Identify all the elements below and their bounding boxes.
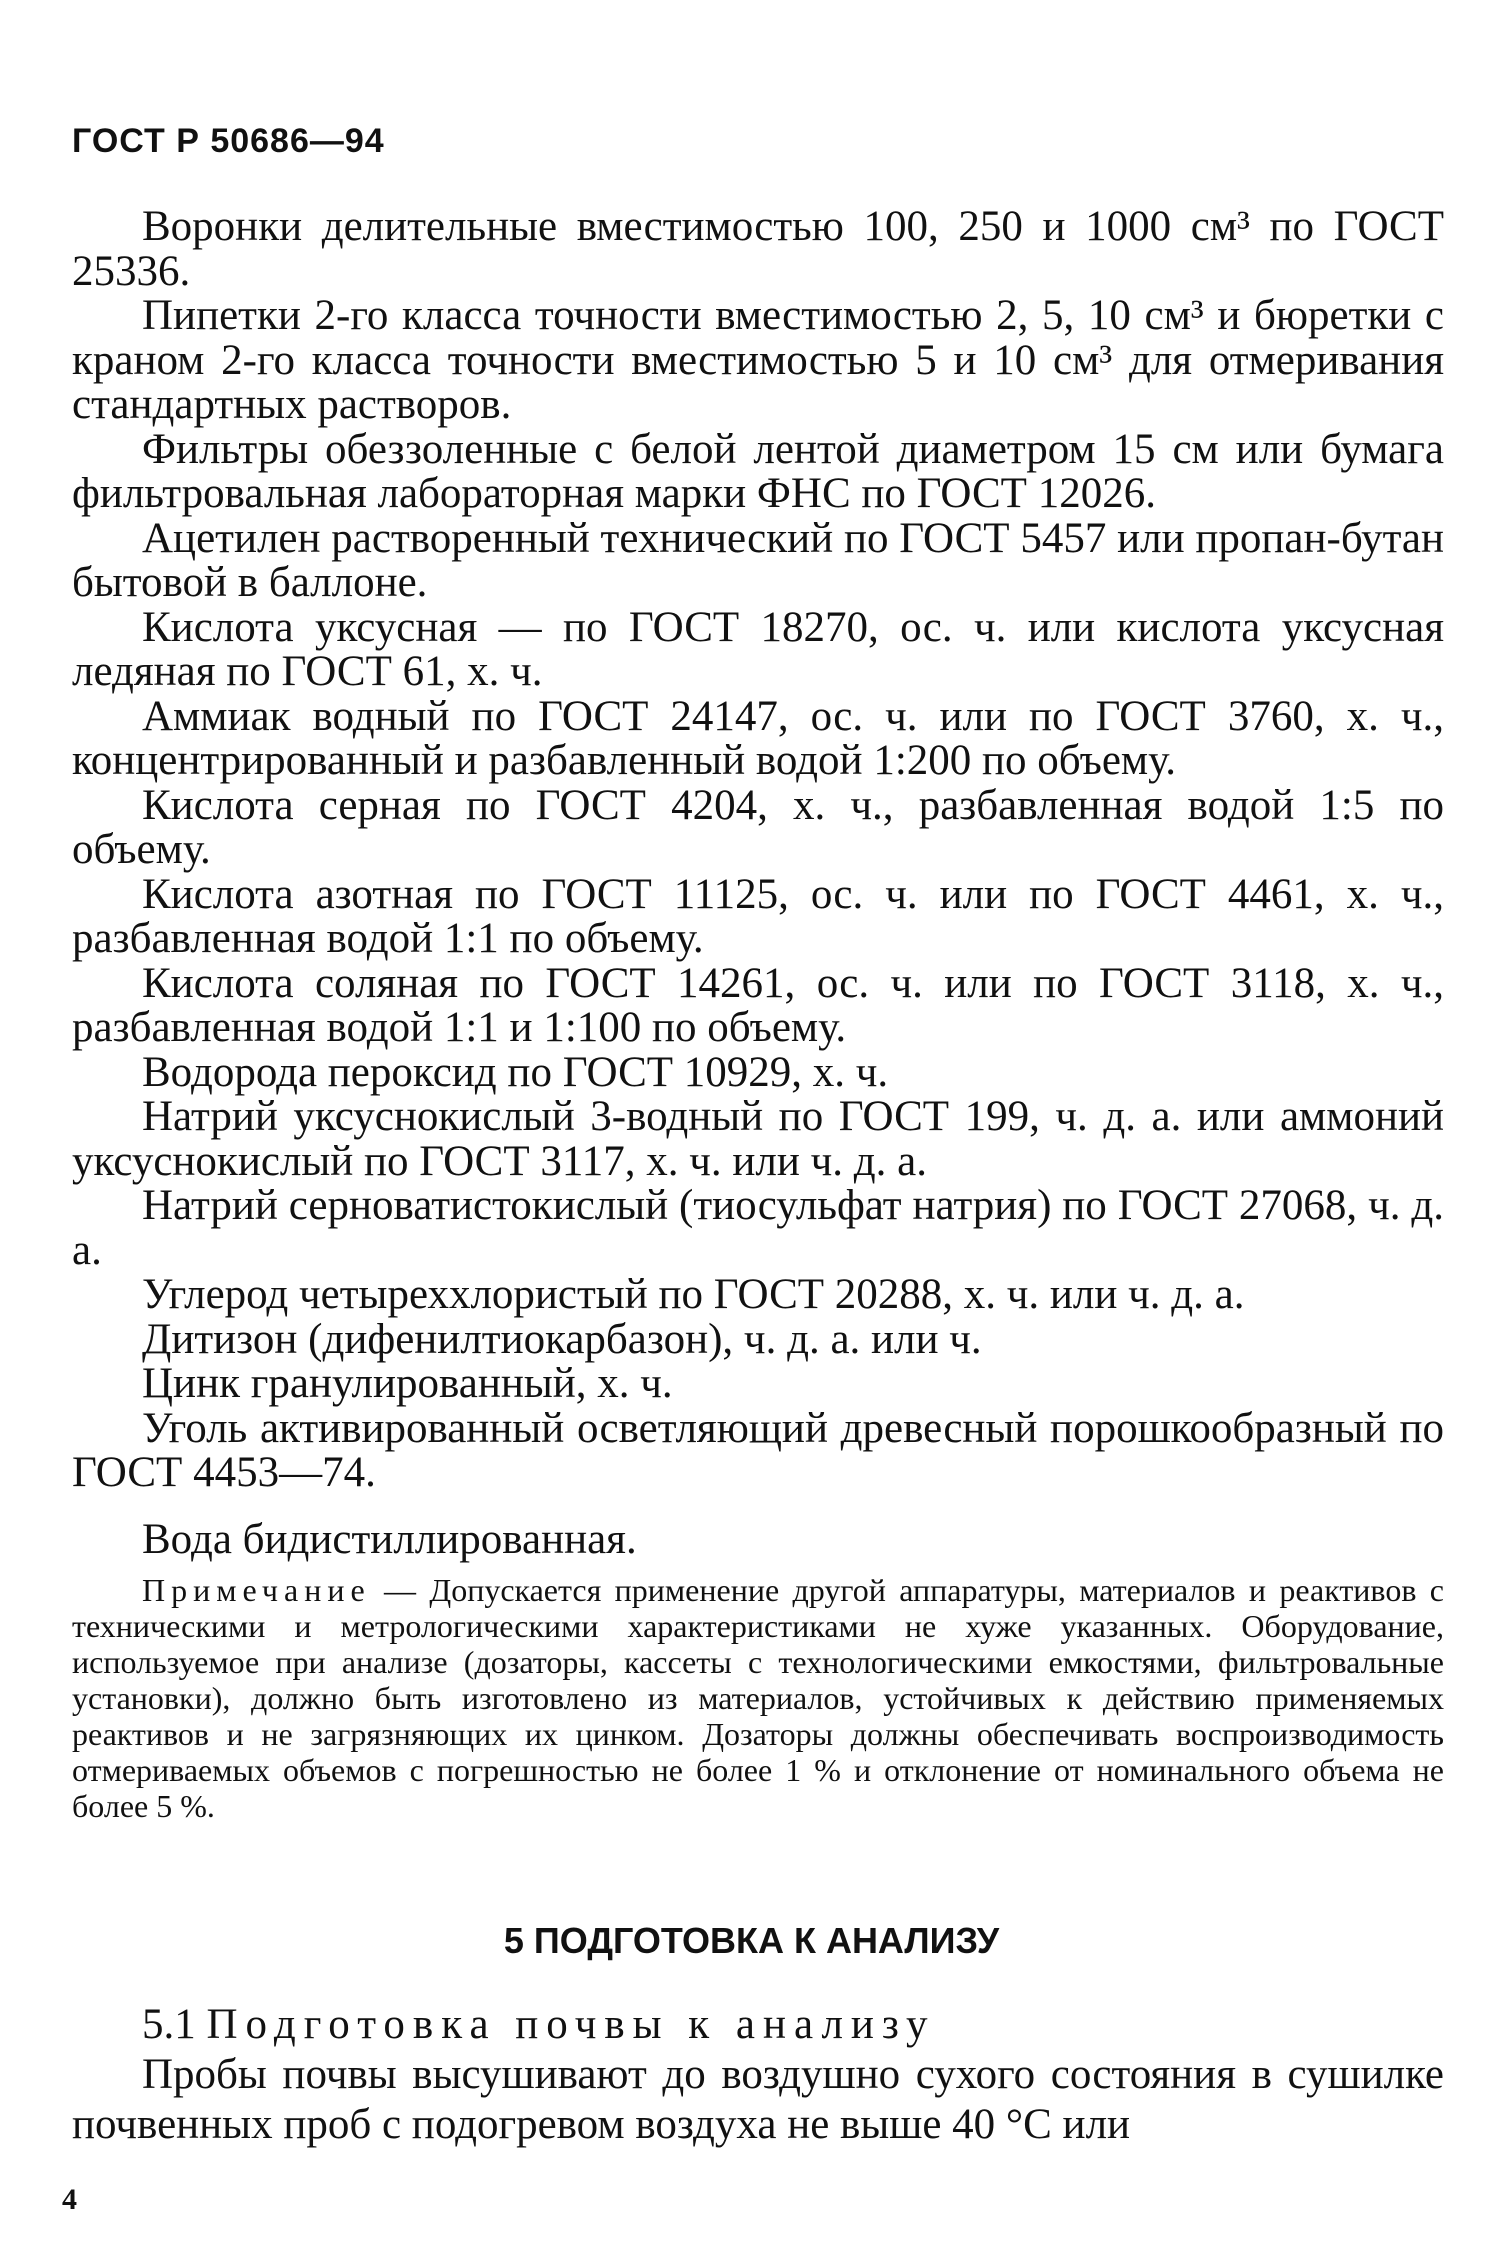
subsection-heading <box>72 2000 1444 2050</box>
subsection <box>72 2000 1444 2150</box>
paragraph: Дитизон (дифенилтиокарбазон), ч. д. а. или ч. <box>142 1315 982 1363</box>
paragraph: Водорода пероксид по ГОСТ 10929, х. ч. <box>142 1048 889 1096</box>
paragraph: Фильтры обеззоленные с белой лентой диаметром 15 см или бумага фильтровальная лабораторная марки ФНС по ГОСТ 12026. <box>72 425 1444 517</box>
paragraph: Натрий серноватистокислый (тиосульфат натрия) по ГОСТ 27068, ч. д. а. <box>72 1182 1444 1274</box>
paragraph: Воронки делительные вместимостью 100, 250 и 1000 см³ по ГОСТ 25336. <box>72 203 1444 295</box>
paragraph: Углерод четыреххлористый по ГОСТ 20288, х. ч. или ч. д. а. <box>142 1271 1245 1318</box>
paragraph: Пипетки 2-го класса точности вместимостью 2, 5, 10 см³ и бюретки с краном 2-го класса точности вместимостью 5 и 10 см³ для отмеривания стандартных растворов. <box>72 292 1444 428</box>
paragraph: Кислота соляная по ГОСТ 14261, ос. ч. или по ГОСТ 3118, х. ч., разбавленная водой 1:1 и 1:100 по объему. <box>72 959 1444 1051</box>
section-title: 5 ПОДГОТОВКА К АНАЛИЗУ <box>503 1920 1000 1961</box>
note-block <box>72 1572 1444 1824</box>
paragraph: Натрий уксуснокислый 3-водный по ГОСТ 199, ч. д. а. или аммоний уксуснокислый по ГОСТ 3117, х. ч. или ч. д. а. <box>72 1093 1444 1185</box>
paragraph: Цинк гранулированный, х. ч. <box>142 1360 673 1407</box>
materials-list <box>72 205 1444 1562</box>
paragraph: Кислота уксусная — по ГОСТ 18270, ос. ч. или кислота уксусная ледяная по ГОСТ 61, х. ч. <box>72 603 1444 695</box>
page-number: 4 <box>62 2183 77 2216</box>
paragraph: Кислота азотная по ГОСТ 11125, ос. ч. или по ГОСТ 4461, х. ч., разбавленная водой 1:1 по объему. <box>72 870 1444 962</box>
subsection-text: Пробы почвы высушивают до воздушно сухого состояния в сушилке почвенных проб с подогревом воздуха не выше 40 °С или <box>72 2051 1444 2148</box>
note-paragraph <box>72 1572 1444 1824</box>
note-label: Примечание <box>142 1572 371 1608</box>
note-text: — Допускается применение другой аппаратуры, материалов и реактивов с техническими и метрологическими характеристиками не хуже указанных. Оборудование, используемое при анализе (дозаторы, кассеты с технологическими емкостями, фильтровальные установки), должно быть изготовлено из материалов, устойчивых к действию применяемых реактивов и не загрязняющих их цинком. Дозаторы должны обеспечивать воспроизводимость отмериваемых объемов с погрешностью не более 1 % и отклонение от номинального объема не более 5 %. <box>72 1572 1444 1824</box>
paragraph: Вода бидистиллированная. <box>142 1515 637 1563</box>
paragraph: Ацетилен растворенный технический по ГОСТ 5457 или пропан-бутан бытовой в баллоне. <box>72 514 1444 606</box>
paragraph: Кислота серная по ГОСТ 4204, х. ч., разбавленная водой 1:5 по объему. <box>72 781 1444 873</box>
paragraph: Аммиак водный по ГОСТ 24147, ос. ч. или по ГОСТ 3760, х. ч., концентрированный и разбавленный водой 1:200 по объему. <box>72 692 1444 784</box>
subsection-number: 5.1 <box>142 2001 196 2048</box>
paragraph: Уголь активированный осветляющий древесный порошкообразный по ГОСТ 4453—74. <box>72 1404 1444 1496</box>
subsection-title: Подготовка почвы к анализу <box>206 2001 936 2048</box>
document-header: ГОСТ Р 50686—94 <box>72 122 385 160</box>
